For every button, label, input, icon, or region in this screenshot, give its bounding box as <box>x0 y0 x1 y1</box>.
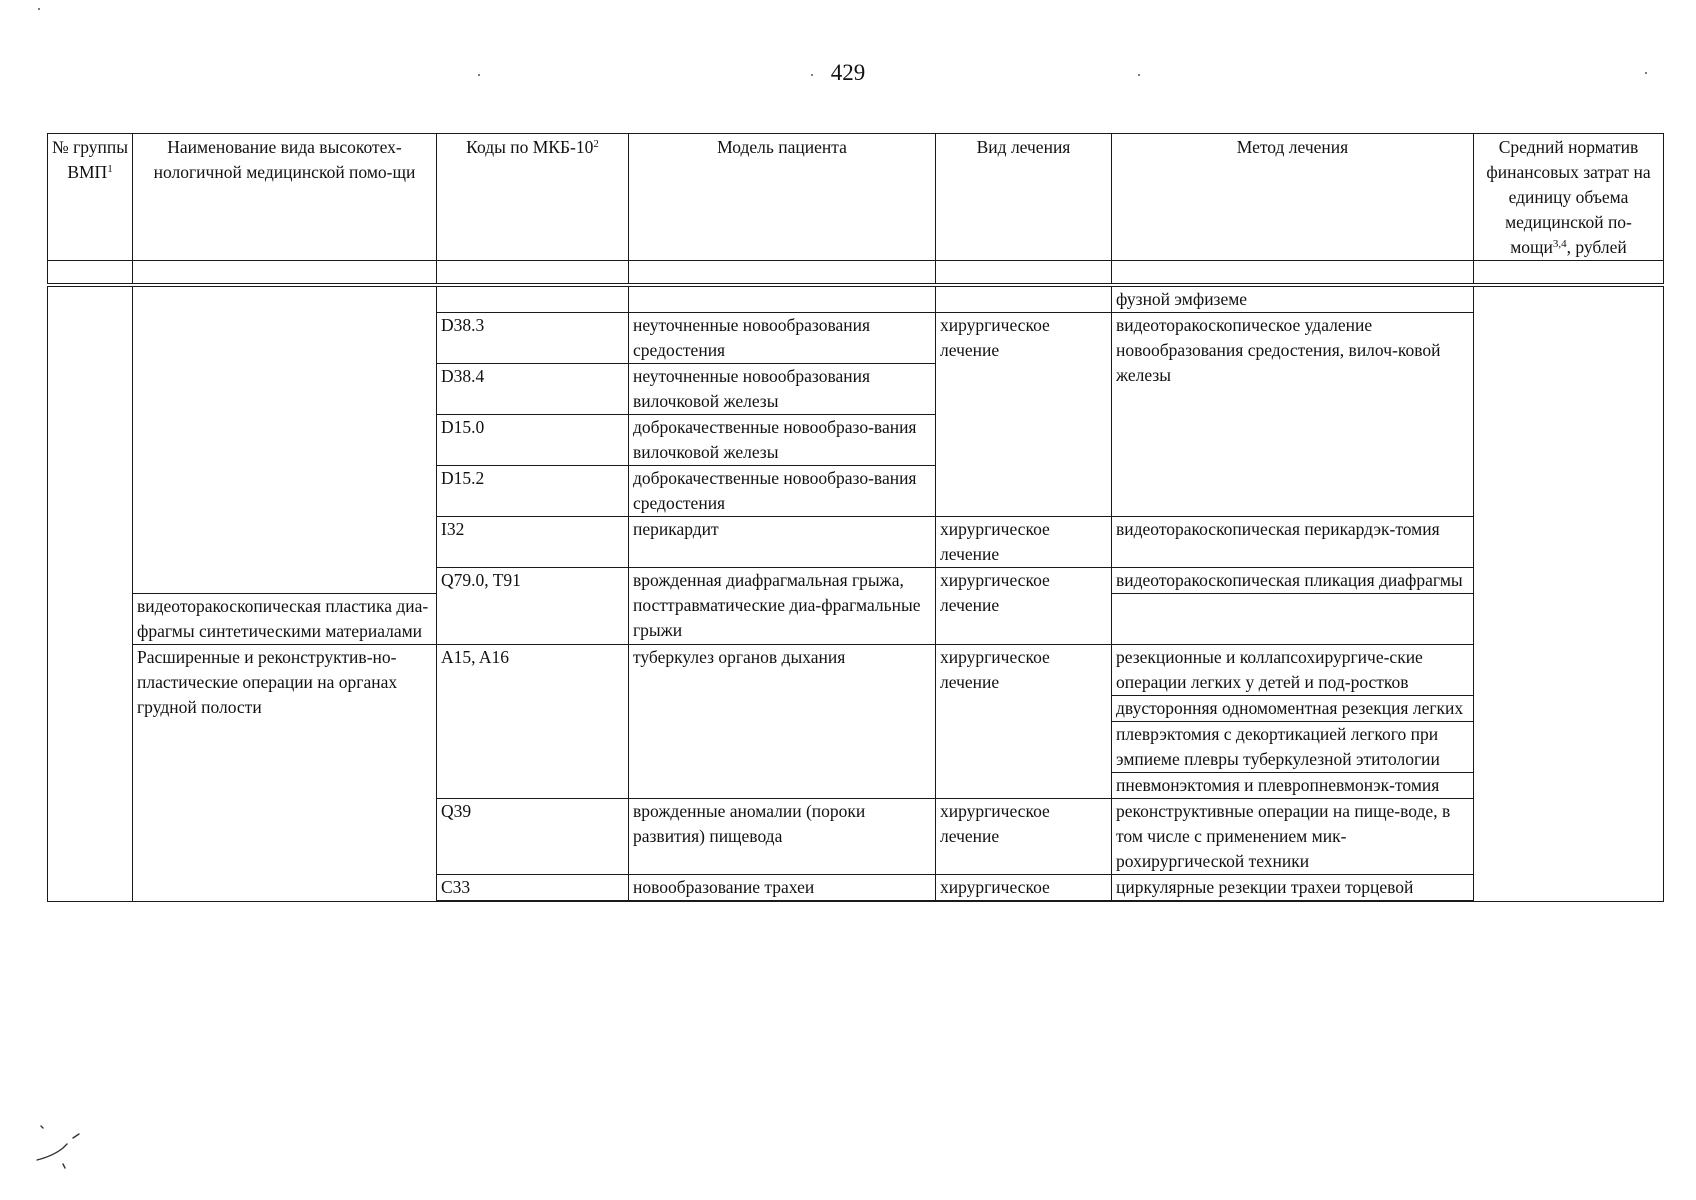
treatment-cell: хирургическое лечение <box>936 645 1112 799</box>
model-cell: доброкачественные новообразо-вания средостения <box>629 466 936 517</box>
header-row <box>48 134 1664 261</box>
care-type-cell: Расширенные и реконструктив-но-пластические операции на органах грудной полости <box>133 645 437 902</box>
method-cell: пневмонэктомия и плевропневмонэк-томия <box>1112 773 1474 799</box>
method-cell: видеоторакоскопическая перикардэк-томия <box>1112 517 1474 568</box>
treatment-cell: хирургическое лечение <box>936 313 1112 517</box>
scan-dot <box>1645 72 1647 74</box>
header-care-type: Наименование вида высокотех-нологичной медицинской помо-щи <box>133 134 437 261</box>
header-patient-model: Модель пациента <box>629 134 936 261</box>
page-number: 429 <box>830 60 866 85</box>
model-cell: неуточненные новообразования средостения <box>629 313 936 364</box>
code-cell: D15.0 <box>437 415 629 466</box>
scan-dot <box>811 74 813 76</box>
code-cell: C33 <box>437 875 629 902</box>
scan-mark <box>33 1118 93 1178</box>
model-cell: туберкулез органов дыхания <box>629 645 936 799</box>
header-cost-norm: Средний норматив финансовых затрат на единицу объема медицинской по-мощи$^{3,4}$, рублей <box>1474 134 1664 261</box>
code-cell: D38.4 <box>437 364 629 415</box>
table-cell <box>437 261 629 284</box>
method-cell: резекционные и коллапсохирургиче-ские операции легких у детей и под-ростков <box>1112 645 1474 696</box>
group-number-cell <box>48 287 133 902</box>
method-cell: плеврэктомия с декортикацией легкого при эмпиеме плевры туберкулезной этитологии <box>1112 722 1474 773</box>
model-cell: перикардит <box>629 517 936 568</box>
table-row <box>48 645 1664 696</box>
table-cell <box>936 261 1112 284</box>
scan-dot <box>38 8 40 10</box>
header-treatment-method: Метод лечения <box>1112 134 1474 261</box>
scan-dot <box>478 74 480 76</box>
vmp-table <box>47 133 1664 902</box>
method-cell: видеоторакоскопическая пликация диафрагмы <box>1112 568 1474 594</box>
model-cell: новообразование трахеи <box>629 875 936 902</box>
method-cell: реконструктивные операции на пище-воде, в том числе с применением мик-рохирургической техники <box>1112 799 1474 875</box>
method-cell: двусторонняя одномоментная резекция легких <box>1112 696 1474 722</box>
table-cell <box>629 261 936 284</box>
code-cell: Q79.0, T91 <box>437 568 629 645</box>
method-cell: циркулярные резекции трахеи торцевой <box>1112 875 1474 902</box>
model-cell: неуточненные новообразования вилочковой железы <box>629 364 936 415</box>
method-cell: видеоторакоскопическое удаление новообразования средостения, вилоч-ковой железы <box>1112 313 1474 517</box>
treatment-cell: хирургическое <box>936 875 1112 902</box>
table-cell <box>1474 261 1664 284</box>
method-cell: видеоторакоскопическая пластика диа-фрагмы синтетическими материалами <box>133 594 437 645</box>
model-cell: доброкачественные новообразо-вания вилочковой железы <box>629 415 936 466</box>
table-cell <box>48 261 133 284</box>
code-cell: D38.3 <box>437 313 629 364</box>
model-cell: врожденные аномалии (пороки развития) пищевода <box>629 799 936 875</box>
treatment-cell: хирургическое лечение <box>936 799 1112 875</box>
column-number-row <box>48 261 1664 284</box>
table-cell <box>1112 261 1474 284</box>
code-cell: I32 <box>437 517 629 568</box>
cost-cell <box>1474 287 1664 902</box>
treatment-cell: хирургическое лечение <box>936 568 1112 645</box>
scan-dot <box>1138 74 1140 76</box>
method-cell: фузной эмфиземе <box>1112 287 1474 313</box>
treatment-cell <box>936 287 1112 313</box>
code-cell <box>437 287 629 313</box>
model-cell: врожденная диафрагмальная грыжа, посттравматические диа-фрагмальные грыжи <box>629 568 936 645</box>
care-type-cell <box>133 287 437 594</box>
code-cell: Q39 <box>437 799 629 875</box>
treatment-cell: хирургическое лечение <box>936 517 1112 568</box>
header-group-number: № группы ВМП$^1$ <box>48 134 133 261</box>
table-row <box>48 287 1664 313</box>
code-cell: D15.2 <box>437 466 629 517</box>
header-treatment-type: Вид лечения <box>936 134 1112 261</box>
header-icd-codes: Коды по МКБ-$10^2$ <box>437 134 629 261</box>
model-cell <box>629 287 936 313</box>
table-cell <box>133 261 437 284</box>
code-cell: A15, A16 <box>437 645 629 799</box>
